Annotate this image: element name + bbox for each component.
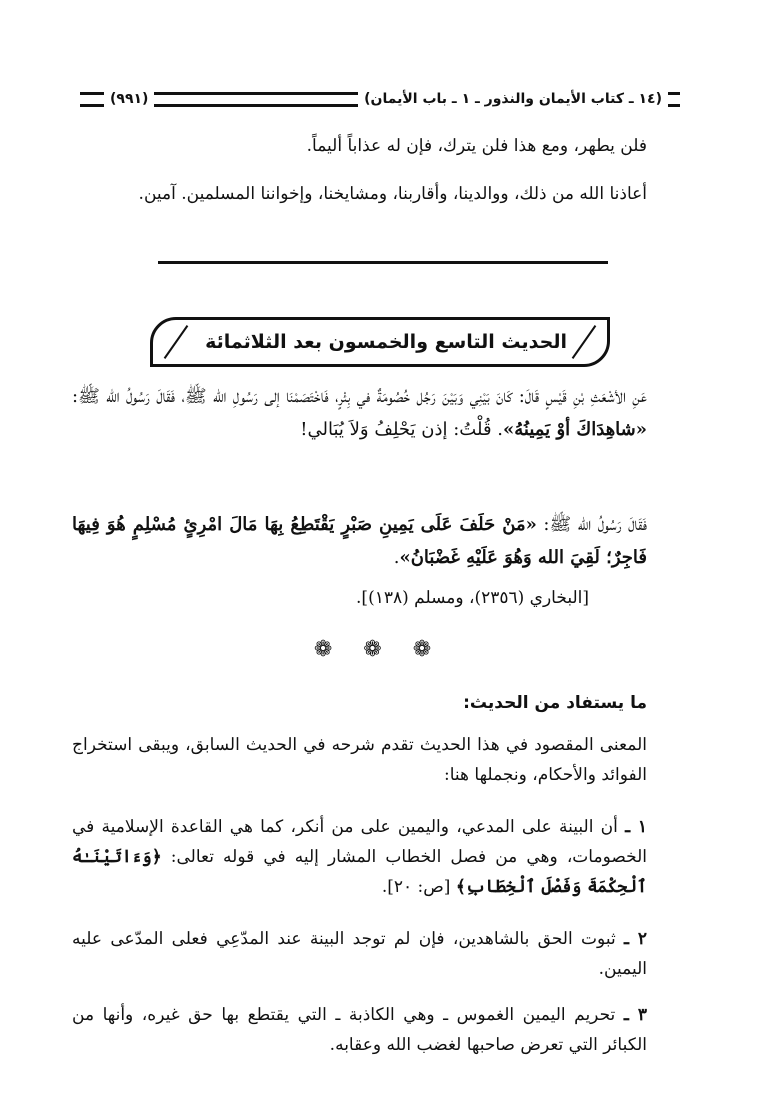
item-text: تحريم اليمين الغموس ـ وهي الكاذبة ـ التي يقتطع بها حق غيره، وأنها من الكبائر التي تعرض صاحبها لغضب الله وعقابه. (72, 1005, 647, 1055)
page-number: (٩٩١) (110, 91, 149, 107)
item-text: أن البينة على المدعي، واليمين على من أنكر، كما هي القاعدة الإسلامية في الخصومات، وهي من فصل الخطاب المشار إليه في قوله تعالى: (72, 817, 647, 867)
benefits-intro: المعنى المقصود في هذا الحديث تقدم شرحه في الحديث السابق، ويبقى استخراج الفوائد والأحكام، ونجملها هنا: (72, 735, 647, 785)
hadith-narration-2: فَقَالَ رَسُولُ الله ﷺ: (536, 514, 647, 535)
ornament-separator: ❁ ❁ ❁ (313, 637, 444, 662)
header-rule-middle (154, 92, 358, 107)
item-number: ٢ ـ (624, 929, 647, 949)
prophet-saying-2: «مَنْ حَلَفَ عَلَى يَمِينِ صَبْرٍ يَقْتَطِعُ بِهَا مَالَ امْرِئٍ مُسْلِمٍ هُوَ فِيهَا فَاجِرٌ؛ لَقِيَ الله وَهُوَ عَلَيْهِ غَضْبَانُ» (72, 514, 647, 568)
title-ornament-right (572, 325, 597, 359)
benefit-item-2 (72, 924, 647, 984)
intro-line-1: فلن يطهر، ومع هذا فلن يترك، فإن له عذاباً أليماً. (306, 136, 647, 156)
header-rule-right (668, 92, 680, 107)
intro-line-2: أعاذنا الله من ذلك، ووالدينا، وأقاربنا، ومشايخنا، وإخواننا المسلمين. آمين. (138, 184, 647, 204)
item-text: ثبوت الحق بالشاهدين، فإن لم توجد البينة عند المدّعِي فعلى المدّعى عليه اليمين. (72, 929, 647, 979)
header-rule-left (80, 92, 104, 107)
hadith-narration: عَنِ الأشْعَثِ بْنِ قَيْسٍ قَالَ: كَانَ بَيْنِي وَبَيْنَ رَجُل خُصُومَةٌ في بِئْرٍ، فَاخْتَصَمْنَا إلى رَسُولِ الله ﷺ، فَقَالَ رَسُولُ الله ﷺ: (72, 386, 647, 407)
hadith-narration-cont: . قُلْتُ: إذن يَحْلِفُ وَلاَ يُبَالي! (300, 419, 503, 440)
item-number: ١ ـ (625, 817, 648, 837)
section-title: الحديث التاسع والخمسون بعد الثلاثمائة (205, 331, 567, 353)
hadith-paragraph-1 (72, 380, 647, 446)
verse-reference: [ص: ٢٠]. (381, 877, 456, 897)
section-divider (158, 261, 608, 264)
hadith-paragraph-2 (72, 508, 647, 574)
item-number: ٣ ـ (623, 1005, 647, 1025)
hadith-source: [البخاري (٢٣٥٦)، ومسلم (١٣٨)]. (356, 588, 589, 608)
running-header (80, 88, 680, 110)
section-title-box (150, 317, 610, 367)
prophet-saying-1: «شاهِدَاكَ أوْ يَمِينُهُ» (503, 419, 647, 440)
title-ornament-left (164, 325, 189, 359)
quran-verse: ﴿وَءَاتَيْنَـٰهُ ٱلْحِكْمَةَ وَفَصْلَ ٱلْخِطَابِ﴾ (72, 847, 647, 897)
benefit-item-3 (72, 1000, 647, 1060)
hadith-end: . (393, 547, 400, 568)
benefits-heading: ما يستفاد من الحديث: (463, 693, 647, 713)
chapter-title: (١٤ ـ كتاب الأيمان والنذور ـ ١ ـ باب الأيمان) (364, 91, 662, 107)
benefit-item-1 (72, 812, 647, 902)
